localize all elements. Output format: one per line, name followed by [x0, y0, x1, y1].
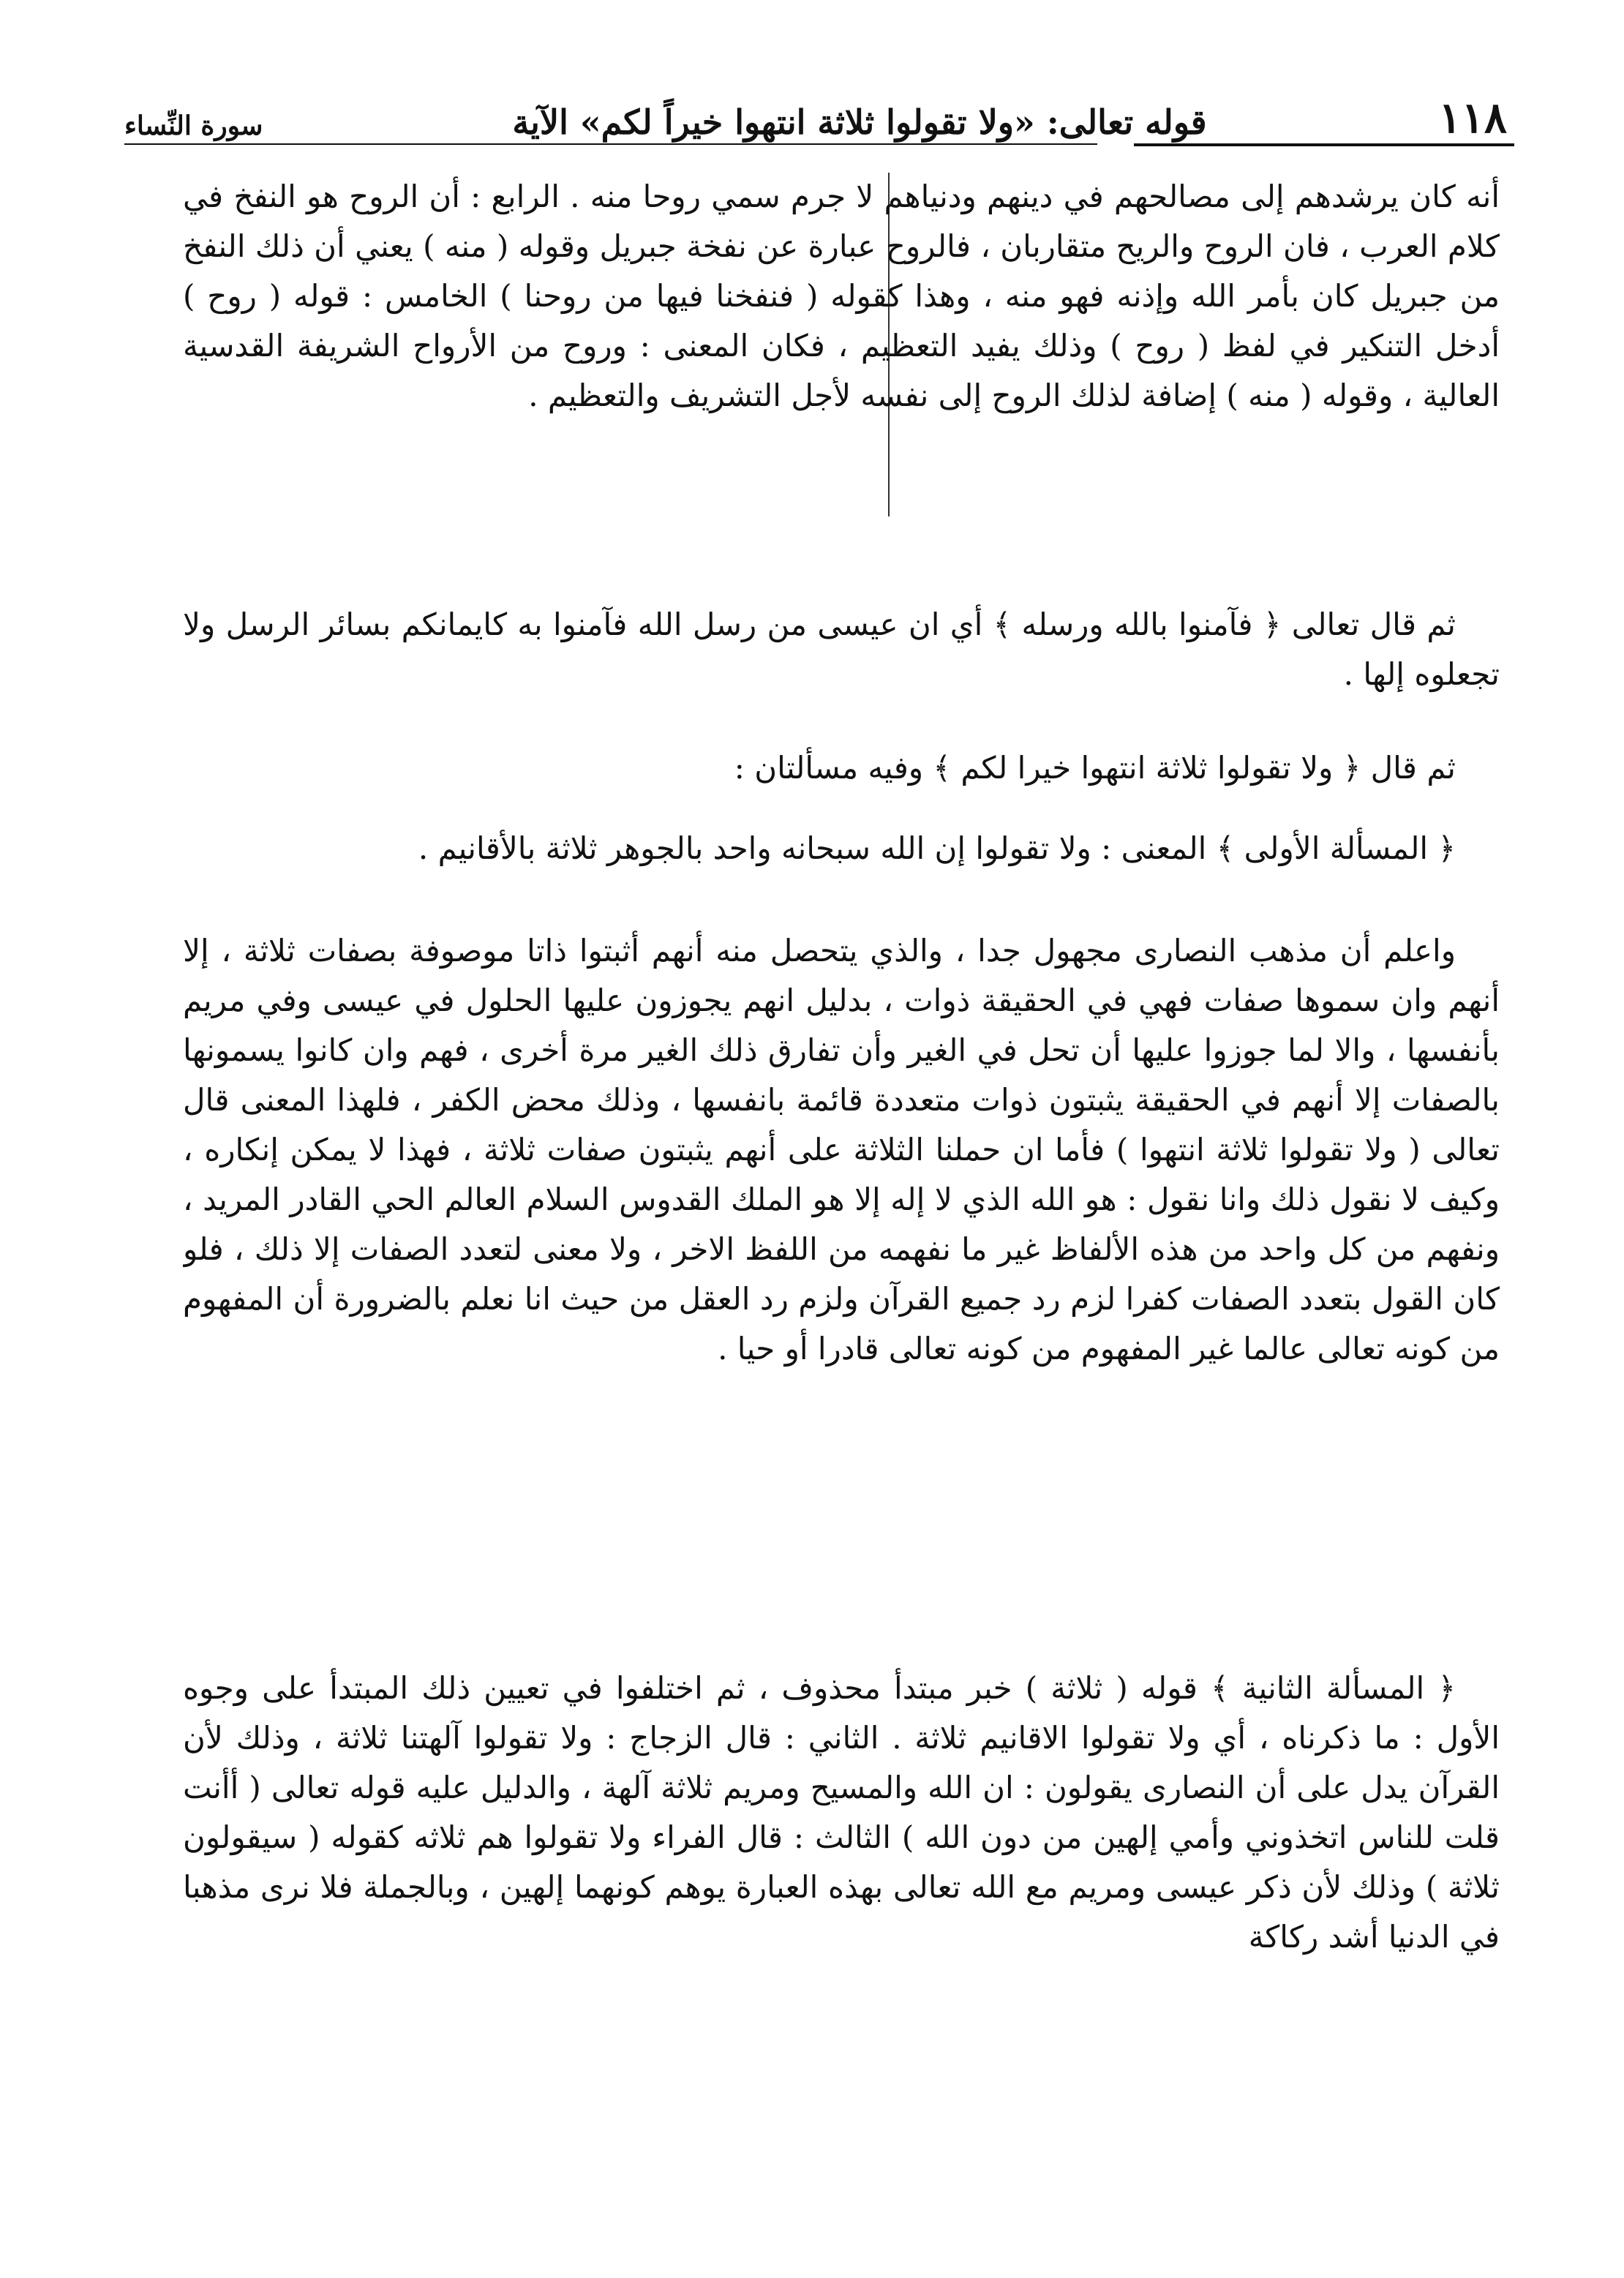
paragraph-christian-doctrine: واعلم أن مذهب النصارى مجهول جدا ، والذي يتحصل منه أنهم أثبتوا ذاتا موصوفة بصفات ثلاثة ، إلا أنهم وان سموها صفات فهي في الحقيقة ذوات ، بدليل انهم يجوزون عليها الحلول في عيسى وفي مريم بأنفسها ، والا لما جوزوا عليها أن تحل في الغير وأن تفارق ذلك الغير مرة أخرى ، فهم وان كانوا يسمونها بالصفات إلا أنهم في الحقيقة يثبتون ذوات متعددة قائمة بانفسها ، وذلك محض الكفر ، فلهذا المعنى قال تعالى ( ولا تقولوا ثلاثة انتهوا ) فأما ان حملنا الثلاثة على أنهم يثبتون صفات ثلاثة ، فهذا لا يمكن إنكاره ، وكيف لا نقول ذلك وانا نقول : هو الله الذي لا إله إلا هو الملك القدوس السلام العالم الحي القادر المريد ، ونفهم من كل واحد من هذه الألفاظ غير ما نفهمه من اللفظ الاخر ، ولا معنى لتعدد الصفات إلا ذلك ، فلو كان القول بتعدد الصفات كفرا لزم رد جميع القرآن ولزم رد العقل من حيث انا نعلم بالضرورة أن المفهوم من كونه تعالى عالما غير المفهوم من كونه تعالى قادرا أو حيا . — [183, 933, 1500, 1367]
body-text — [183, 172, 1500, 2051]
running-title: قوله تعالى: «ولا تقولوا ثلاثة انتهوا خيراً لكم» الآية — [512, 102, 1207, 142]
paragraph-fifth-meaning: أنه كان يرشدهم إلى مصالحهم في دينهم ودنياهم لا جرم سمي روحا منه . الرابع : أن الروح هو النفخ في كلام العرب ، فان الروح والريح متقاربان ، فالروح عبارة عن نفخة جبريل وقوله ( منه ) يعني أن ذلك النفخ من جبريل كان بأمر الله وإذنه فهو منه ، وهذا كقوله ( فنفخنا فيها من روحنا ) الخامس : قوله ( روح ) أدخل التنكير في لفظ ( روح ) وذلك يفيد التعظيم ، فكان المعنى : وروح من الأرواح الشريفة القدسية العالية ، وقوله ( منه ) إضافة لذلك الروح إلى نفسه لأجل التشريف والتعظيم . — [183, 178, 1500, 413]
paragraph-second-question: ﴿ المسألة الثانية ﴾ قوله ( ثلاثة ) خبر مبتدأ محذوف ، ثم اختلفوا في تعيين ذلك المبتدأ على وجوه الأول : ما ذكرناه ، أي ولا تقولوا الاقانيم ثلاثة . الثاني : قال الزجاج : ولا تقولوا آلهتنا ثلاثة ، وذلك لأن القرآن يدل على أن النصارى يقولون : ان الله والمسيح ومريم ثلاثة آلهة ، والدليل عليه قوله تعالى ( أأنت قلت للناس اتخذوني وأمي إلهين من دون الله ) الثالث : قال الفراء ولا تقولوا هم ثلاثه كقوله ( سيقولون ثلاثة ) وذلك لأن ذكر عيسى ومريم مع الله تعالى بهذه العبارة يوهم كونهما إلهين ، وبالجملة فلا نرى مذهبا في الدنيا أشد ركاكة — [183, 1670, 1500, 1955]
header-rule-thin — [124, 143, 1097, 145]
paragraph-first-question: ﴿ المسألة الأولى ﴾ المعنى : ولا تقولوا إن الله سبحانه واحد بالجوهر ثلاثة بالأقانيم . — [418, 830, 1456, 866]
paragraph-believe-in-messengers: ثم قال تعالى ﴿ فآمنوا بالله ورسله ﴾ أي ان عيسى من رسل الله فآمنوا به كايمانكم بسائر الرسل ولا تجعلوه إلها . — [183, 606, 1500, 692]
page-number: ١١٨ — [1438, 93, 1507, 143]
paragraph-do-not-say-three: ثم قال ﴿ ولا تقولوا ثلاثة انتهوا خيرا لكم ﴾ وفيه مسألتان : — [734, 750, 1456, 786]
page-header — [124, 73, 1507, 143]
header-rule-thick — [1134, 143, 1514, 146]
surah-name: سورة النِّساء — [124, 110, 263, 141]
